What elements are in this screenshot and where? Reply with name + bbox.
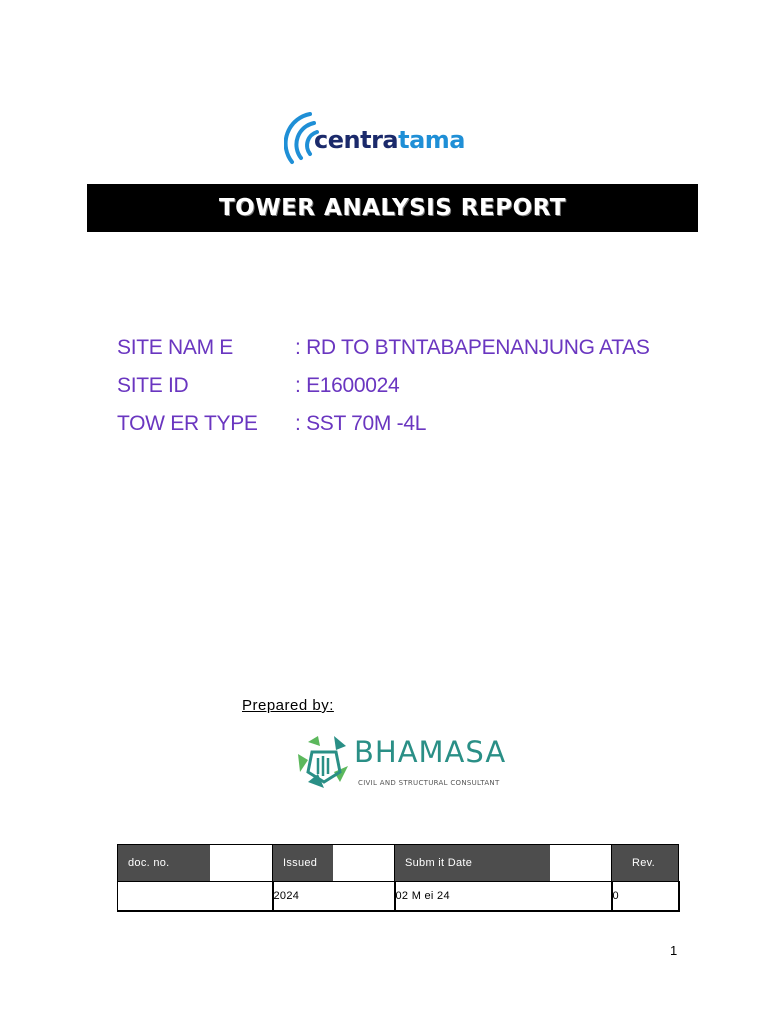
report-title: TOWER ANALYSIS REPORT xyxy=(218,195,566,221)
header-cell xyxy=(612,845,679,882)
site-id-value: : E1600024 xyxy=(295,374,400,397)
site-id-label: SITE ID xyxy=(117,374,189,397)
value-issued: 2024 xyxy=(273,882,395,912)
header-cell xyxy=(395,845,612,882)
logo-wordmark-part2: tama xyxy=(398,126,465,154)
site-name-value: : RD TO BTNTABAPENANJUNG ATAS xyxy=(295,336,650,359)
tower-type-value: : SST 70M -4L xyxy=(295,412,427,435)
value-submit-date: 02 M ei 24 xyxy=(395,882,612,912)
header-cell xyxy=(118,845,273,882)
bhamasa-emblem-icon xyxy=(296,732,352,792)
logo-wordmark-part1: centra xyxy=(314,126,399,154)
header-submit-date: Subm it Date xyxy=(395,845,550,881)
header-cell xyxy=(273,845,395,882)
page-number: 1 xyxy=(670,943,678,958)
header-issued: Issued xyxy=(273,845,333,881)
table-row xyxy=(118,882,679,912)
site-name-label: SITE NAM E xyxy=(117,336,234,359)
bhamasa-tagline: CIVIL AND STRUCTURAL CONSULTANT xyxy=(358,779,500,787)
bhamasa-logo xyxy=(296,732,506,792)
header-doc-no: doc. no. xyxy=(118,845,210,881)
prepared-by-label: Prepared by: xyxy=(242,697,334,714)
value-doc-no xyxy=(118,882,273,912)
document-info-table xyxy=(117,844,680,912)
table-header-row xyxy=(118,845,679,882)
logo-wordmark xyxy=(314,128,465,152)
report-title-banner xyxy=(87,184,698,232)
bhamasa-wordmark: BHAMASA xyxy=(354,735,507,769)
value-rev: 0 xyxy=(612,882,679,912)
tower-type-label: TOW ER TYPE xyxy=(117,412,258,435)
header-rev: Rev. xyxy=(612,845,678,881)
centratama-logo xyxy=(284,104,484,168)
